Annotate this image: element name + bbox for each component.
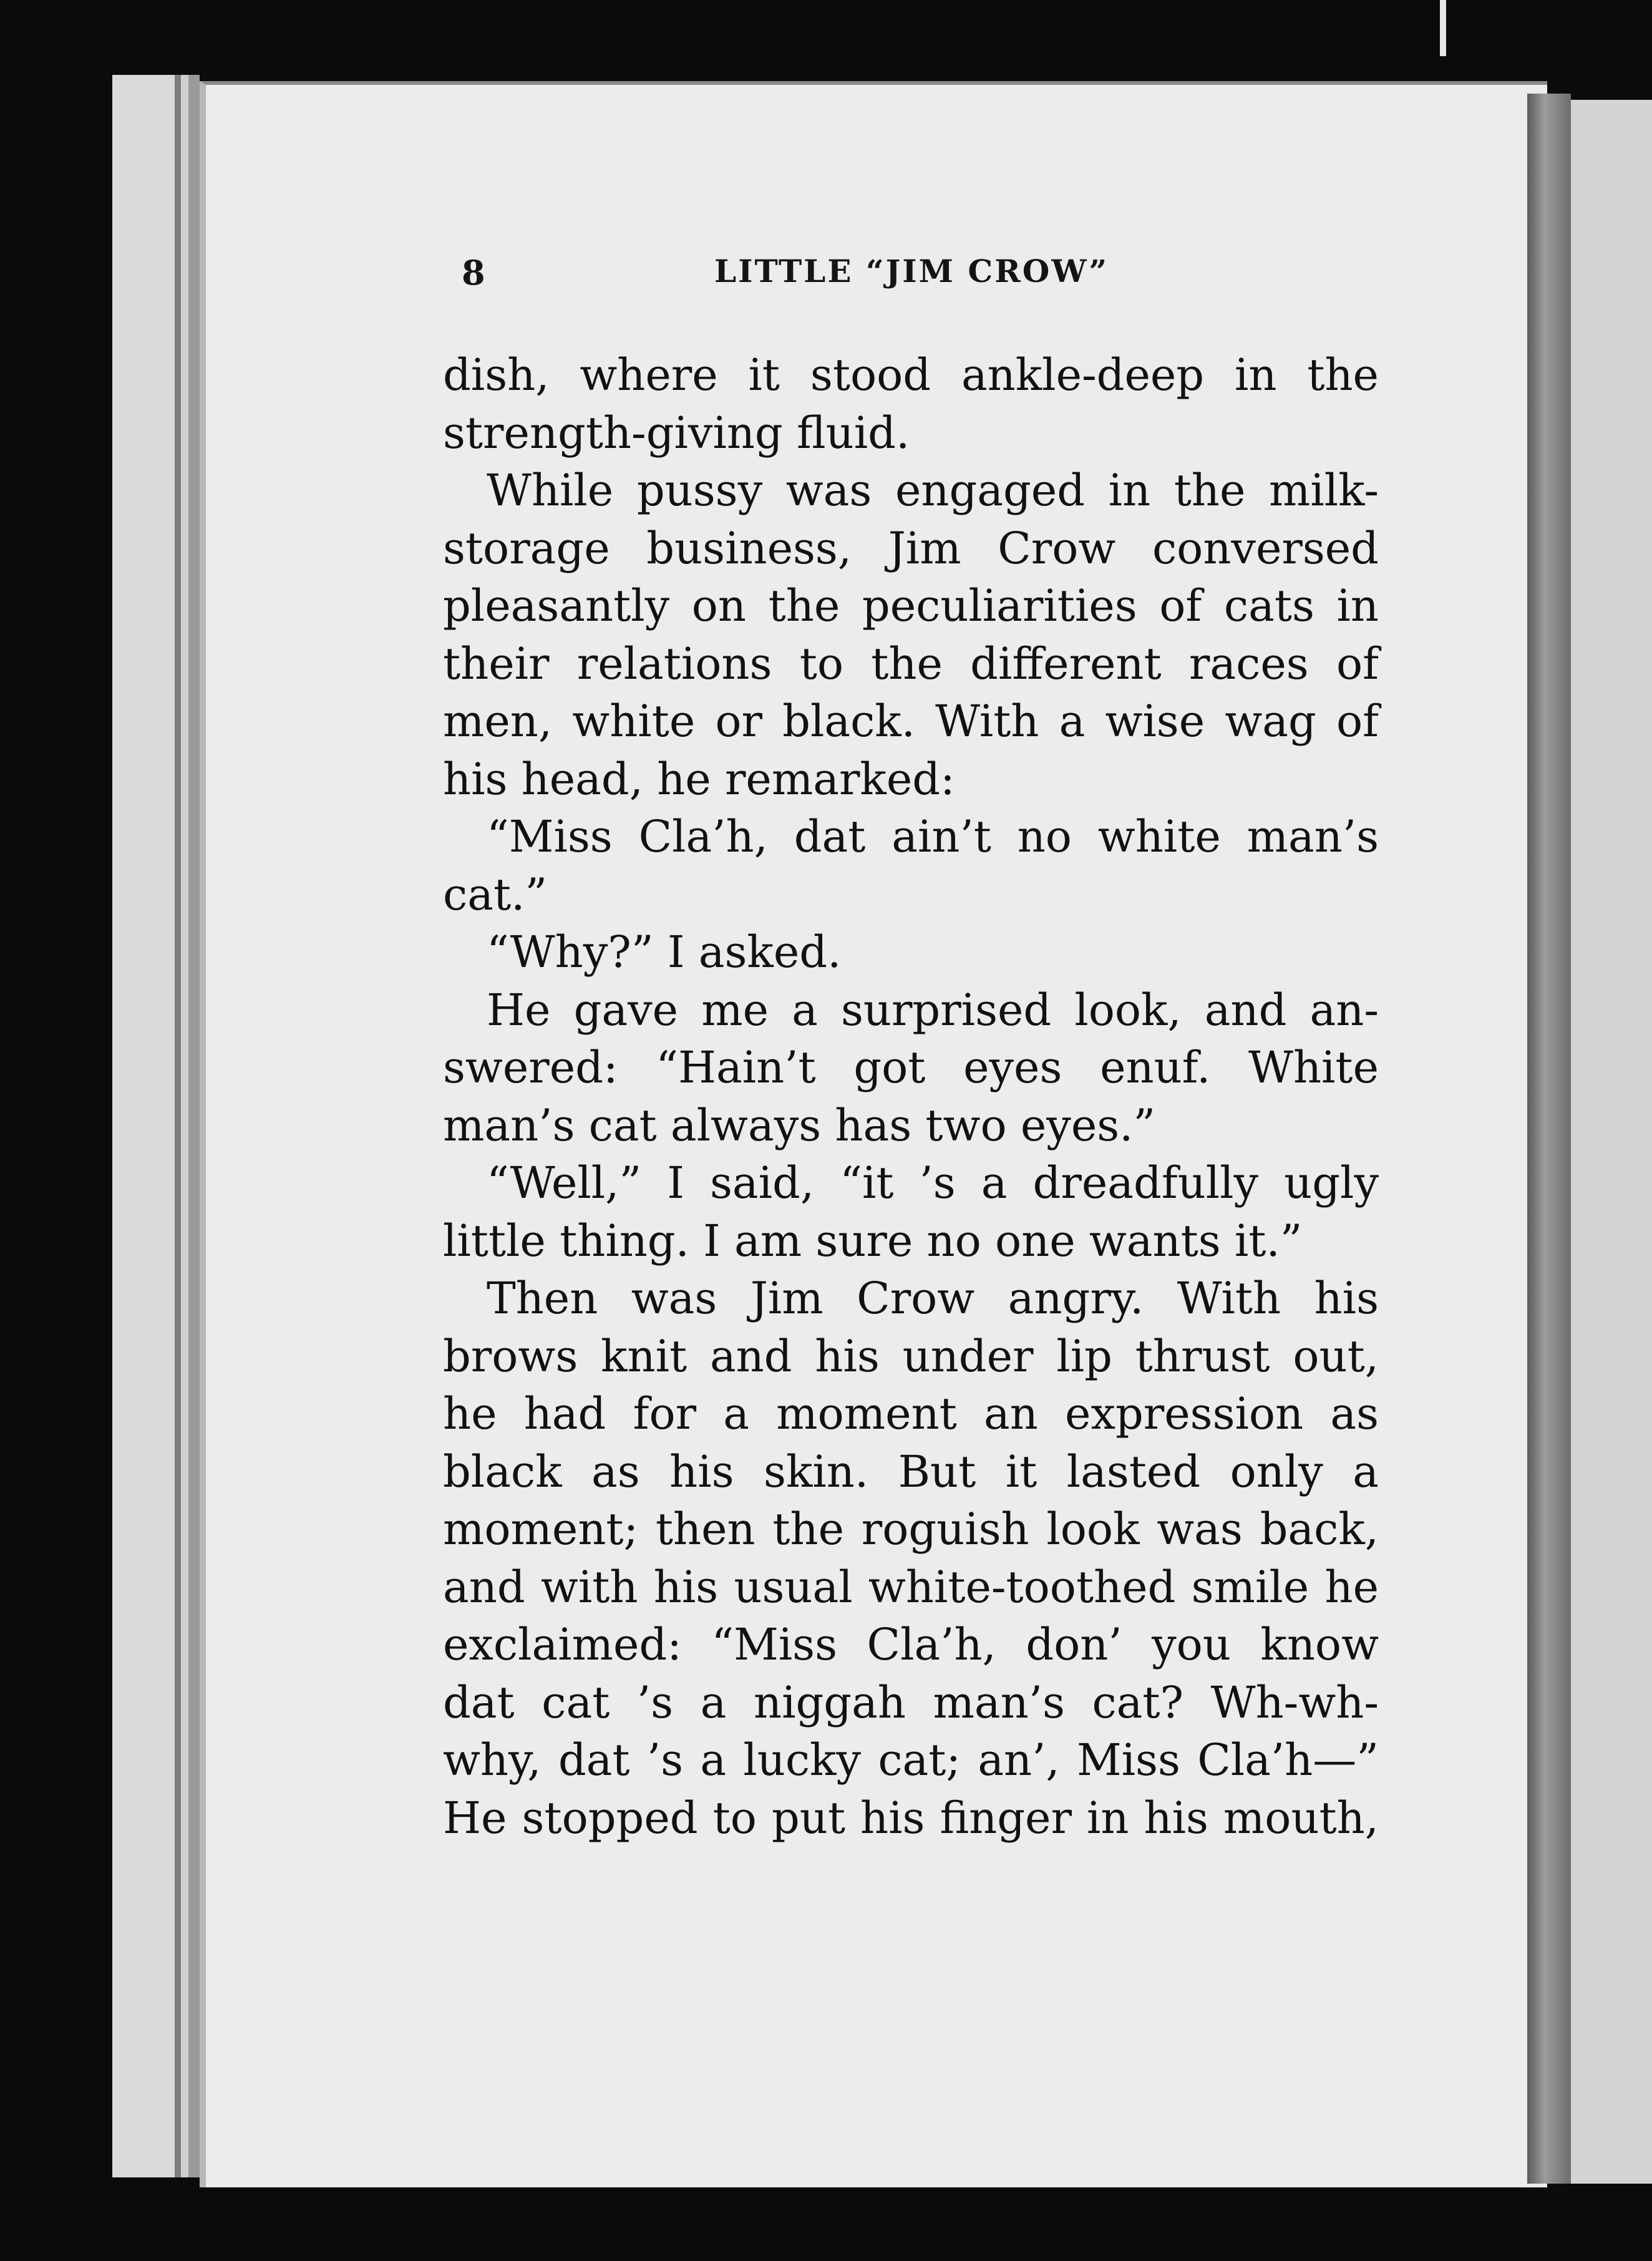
page-number: 8 xyxy=(462,253,485,293)
text-line: his head, he remarked: xyxy=(443,753,955,805)
book-left-edge xyxy=(112,75,200,2177)
text-line: why, dat ’s a lucky cat; an’, Miss Cla’h—” xyxy=(443,1734,1379,1786)
text-line: Then was Jim Crow angry. With his xyxy=(487,1273,1379,1324)
text-line: little thing. I am sure no one wants it.” xyxy=(443,1215,1303,1267)
scan-artifact xyxy=(1440,0,1446,56)
text-line: “Why?” I asked. xyxy=(487,926,842,978)
text-line: dish, where it stood ankle-deep in the xyxy=(443,349,1379,401)
page-body xyxy=(443,346,1379,1847)
text-line: men, white or black. With a wise wag of xyxy=(443,696,1379,747)
text-line: man’s cat always has two eyes.” xyxy=(443,1099,1156,1151)
text-line: pleasantly on the peculiarities of cats in xyxy=(443,580,1379,631)
page-header xyxy=(462,253,1379,309)
text-line: swered: “Hain’t got eyes enuf. White xyxy=(443,1042,1379,1093)
text-line: He stopped to put his finger in his mouth, xyxy=(443,1792,1379,1844)
text-line: cat.” xyxy=(443,868,548,920)
text-line: he had for a moment an expression as xyxy=(443,1388,1379,1439)
text-line: He gave me a surprised look, and an- xyxy=(487,984,1379,1036)
text-line: their relations to the different races of xyxy=(443,638,1379,689)
book-gutter xyxy=(1527,94,1571,2184)
text-line: “Miss Cla’h, dat ain’t no white man’s xyxy=(487,811,1379,862)
text-line: dat cat ’s a niggah man’s cat? Wh-wh- xyxy=(443,1676,1379,1728)
text-line: strength-giving fluid. xyxy=(443,407,910,459)
text-line: and with his usual white-toothed smile he xyxy=(443,1561,1379,1613)
text-line: While pussy was engaged in the milk- xyxy=(487,465,1379,516)
text-line: “Well,” I said, “it ’s a dreadfully ugly xyxy=(487,1157,1379,1208)
text-line: exclaimed: “Miss Cla’h, don’ you know xyxy=(443,1619,1379,1670)
text-line: moment; then the roguish look was back, xyxy=(443,1504,1379,1555)
facing-page-edge xyxy=(1571,100,1652,2184)
text-line: black as his skin. But it lasted only a xyxy=(443,1446,1379,1497)
running-title: LITTLE “JIM CROW” xyxy=(714,253,1109,289)
text-line: storage business, Jim Crow conversed xyxy=(443,522,1379,574)
text-line: brows knit and his under lip thrust out, xyxy=(443,1330,1379,1382)
